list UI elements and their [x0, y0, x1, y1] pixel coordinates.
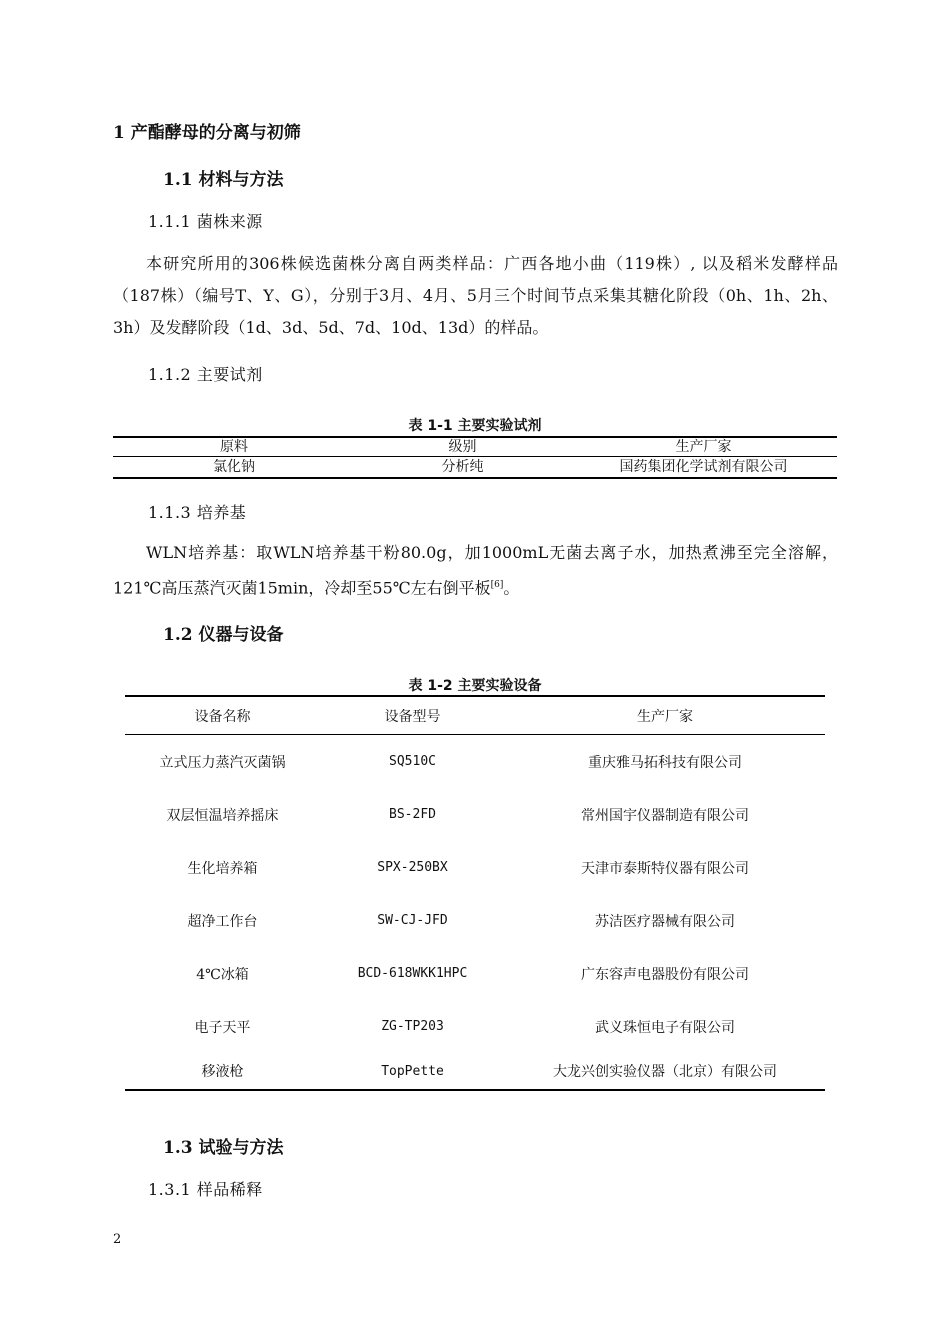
table-cell: SPX-250BX: [377, 860, 448, 875]
paragraph-strain-source: 本研究所用的306株候选菌株分离自两类样品：广西各地小曲（119株）, 以及稻米发酵样品（187株）（编号T、Y、G），分别于3月、4月、5月三个时间节点采集其糖化阶段（0h、1h、2h、3h）及发酵阶段（1d、3d、5d、7d、10d、13d）的样品。: [113, 254, 838, 337]
table-row: [125, 1053, 825, 1090]
table-row: [125, 1000, 825, 1053]
table-cell: BS-2FD: [389, 807, 436, 822]
table-row: [125, 788, 825, 841]
section-heading-1: 1 产酯酵母的分离与初筛: [113, 123, 301, 143]
table-cell: 武义珠恒电子有限公司: [595, 1019, 735, 1036]
section-heading-1-3: 1.3 试验与方法: [163, 1138, 284, 1158]
table-cell: 常州国宇仪器制造有限公司: [581, 807, 749, 824]
table-cell: 重庆雅马拓科技有限公司: [588, 754, 742, 771]
section-heading-1-1: 1.1 材料与方法: [163, 170, 284, 190]
table-cell: TopPette: [381, 1063, 444, 1079]
table-cell: 生化培养箱: [187, 860, 258, 877]
section-heading-1-1-3: 1.1.3 培养基: [148, 503, 247, 522]
table-row: [125, 735, 825, 789]
section-heading-1-1-1: 1.1.1 菌株来源: [148, 212, 263, 231]
page-number: 2: [113, 1232, 122, 1247]
table-cell: 分析纯: [441, 459, 484, 475]
table-header-cell: 生产厂家: [505, 696, 825, 735]
section-heading-1-3-1: 1.3.1 样品稀释: [148, 1180, 263, 1199]
section-heading-1-1-2: 1.1.2 主要试剂: [148, 365, 263, 384]
table-cell: 移液枪: [201, 1064, 244, 1080]
reagents-table: [113, 436, 837, 479]
table-cell: 氯化钠: [213, 459, 255, 475]
table-cell: 4℃冰箱: [196, 966, 249, 983]
table-cell: 电子天平: [194, 1019, 251, 1036]
table-2-caption: 表 1-2 主要实验设备: [408, 678, 542, 694]
table-header-cell: 原料: [113, 437, 355, 457]
table-cell: 天津市泰斯特仪器有限公司: [581, 860, 749, 877]
table-row: [125, 894, 825, 947]
section-heading-1-2: 1.2 仪器与设备: [163, 625, 284, 645]
table-cell: 国药集团化学试剂有限公司: [619, 459, 788, 475]
table-row: [113, 457, 837, 479]
paragraph-medium-text: WLN培养基：取WLN培养基干粉80.0g，加1000mL无菌去离子水，加热煮沸至完全溶解，121℃高压蒸汽灭菌15min，冷却至55℃左右倒平板: [113, 543, 838, 598]
table-header-cell: 设备型号: [320, 696, 505, 735]
table-cell: SW-CJ-JFD: [377, 913, 448, 928]
paragraph-medium-end: 。: [503, 578, 520, 598]
table-header-cell: 生产厂家: [570, 437, 837, 457]
table-cell: ZG-TP203: [381, 1019, 444, 1034]
table-cell: SQ510C: [389, 754, 436, 769]
table-header-cell: 级别: [355, 437, 570, 457]
table-header-row: [113, 437, 837, 457]
equipment-table: [125, 695, 825, 1091]
table-cell: 广东容声电器股份有限公司: [581, 966, 749, 983]
table-cell: 立式压力蒸汽灭菌锅: [159, 754, 286, 771]
table-header-cell: 设备名称: [125, 696, 320, 735]
table-cell: 双层恒温培养摇床: [166, 807, 279, 824]
table-row: [125, 841, 825, 894]
table-header-row: [125, 696, 825, 735]
table-cell: 苏洁医疗器械有限公司: [595, 913, 735, 930]
paragraph-medium: [113, 537, 838, 604]
table-1-caption: 表 1-1 主要实验试剂: [408, 418, 542, 434]
table-cell: 超净工作台: [187, 913, 258, 930]
table-cell: BCD-618WKK1HPC: [357, 966, 468, 981]
table-row: [125, 947, 825, 1000]
citation-ref: [6]: [490, 580, 504, 590]
table-cell: 大龙兴创实验仪器（北京）有限公司: [553, 1064, 777, 1080]
